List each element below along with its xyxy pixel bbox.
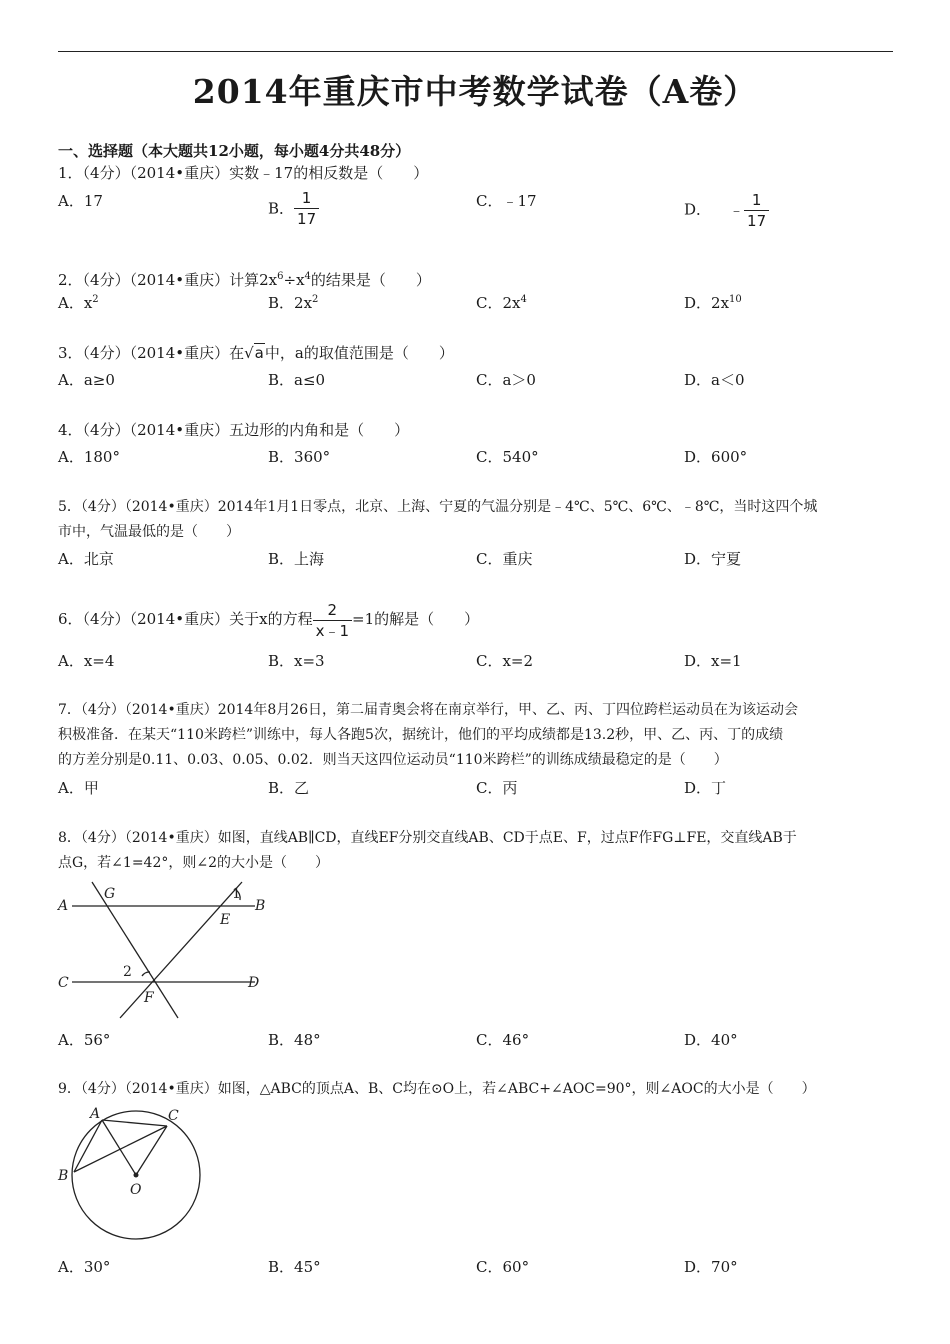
line-gf <box>92 882 178 1018</box>
q3-option-b: B．a≤0 <box>268 371 326 389</box>
q9-option-b: B．45° <box>268 1258 321 1276</box>
q5-option-c: C．重庆 <box>476 550 533 568</box>
label-c: C <box>168 1108 179 1124</box>
q7-option-d: D．丁 <box>684 779 727 797</box>
label-angle-1: 1 <box>232 886 241 902</box>
q6-option-b: B．x=3 <box>268 652 325 670</box>
label-a: A <box>58 898 69 914</box>
q7-option-a: A．甲 <box>58 779 99 797</box>
question-4: 4．（4分）（2014•重庆）五边形的内角和是（ ） <box>58 421 410 439</box>
label-g: G <box>104 886 116 902</box>
question-6: 6．（4分）（2014•重庆）关于x的方程 $\frac{2}{x﹣1}$ =1的解是（ ） <box>58 600 480 640</box>
question-5: 5．（4分）（2014•重庆）2014年1月1日零点，北京、上海、宁夏的气温分别是﹣4℃、5℃、6℃、﹣8℃，当时这四个城 市中，气温最低的是（ ） <box>58 499 818 540</box>
q6-option-a: A．x=4 <box>58 652 115 670</box>
q3-option-d: D．a＜0 <box>684 371 745 389</box>
sqrt-symbol: √a <box>244 344 264 362</box>
q8-option-a: A．56° <box>58 1031 111 1049</box>
question-3: 3．（4分）（2014•重庆）在√a中，a的取值范围是（ ） <box>58 341 894 366</box>
q4-option-a: A．180° <box>58 448 120 466</box>
center-point <box>134 1173 139 1178</box>
label-b: B <box>58 1168 69 1184</box>
q9-figure-circle <box>52 1104 212 1246</box>
label-e: E <box>220 912 231 928</box>
question-1: 1．（4分）（2014•重庆）实数﹣17的相反数是（ ） <box>58 164 429 182</box>
q8-option-d: D．40° <box>684 1031 738 1049</box>
label-d: D <box>248 975 260 991</box>
q5-option-d: D．宁夏 <box>684 550 742 568</box>
q2-option-d: D．$2x^{10}$ <box>684 294 742 312</box>
label-angle-2: 2 <box>123 964 132 980</box>
label-c: C <box>58 975 69 991</box>
q8-option-c: C．46° <box>476 1031 530 1049</box>
q3-option-c: C．a＞0 <box>476 371 536 389</box>
radius-oa <box>102 1120 136 1175</box>
q1-option-a: A．17 <box>58 192 103 210</box>
chord-ac <box>102 1120 167 1126</box>
chord-ab <box>74 1120 102 1172</box>
q6-option-d: D．x=1 <box>684 652 742 670</box>
label-f: F <box>144 990 154 1006</box>
q1-option-d: D． ﹣ $\frac{1}{17}$ <box>684 190 769 231</box>
q9-option-d: D．70° <box>684 1258 738 1276</box>
q9-option-a: A．30° <box>58 1258 111 1276</box>
angle-2-arc <box>142 972 150 976</box>
q3-option-a: A．a≥0 <box>58 371 115 389</box>
section-heading: 一、选择题（本大题共12小题，每小题4分共48分） <box>58 142 411 160</box>
q6-option-c: C．x=2 <box>476 652 534 670</box>
question-9: 9．（4分）（2014•重庆）如图，△ABC的顶点A、B、C均在⊙O上，若∠ABC+∠AOC=90°，则∠AOC的大小是（ ） <box>58 1081 816 1097</box>
line-ef <box>120 882 242 1018</box>
q8-option-b: B．48° <box>268 1031 321 1049</box>
q2-option-b: B．$2x^2$ <box>268 294 319 312</box>
q7-option-c: C．丙 <box>476 779 518 797</box>
q2-option-a: A．$x^2$ <box>58 294 99 312</box>
q7-option-b: B．乙 <box>268 779 310 797</box>
question-7: 7．（4分）（2014•重庆）2014年8月26日，第二届青奥会将在南京举行，甲、乙、丙、丁四位跨栏运动员在为该运动会 积极准备．在某天“110米跨栏”训练中，每人各跑5次，据统计，他们的平均成绩都是13.2秒，甲、乙、丙、丁的成绩 的方差分别是0.11、0.03、0.05、0.02．则当天这四位运动员“110米跨栏”的训练成绩最稳定的是（ ） <box>58 702 799 768</box>
q4-option-d: D．600° <box>684 448 748 466</box>
q8-figure-parallel-lines <box>50 876 280 1024</box>
header-rule <box>58 51 893 52</box>
q4-option-b: B．360° <box>268 448 331 466</box>
label-a: A <box>90 1106 101 1122</box>
q1-option-c: C．﹣17 <box>476 192 537 210</box>
question-8: 8．（4分）（2014•重庆）如图，直线AB∥CD，直线EF分别交直线AB、CD于点E、F，过点F作FG⊥FE，交直线AB于 点G，若∠1=42°，则∠2的大小是（ ） <box>58 830 797 871</box>
label-b: B <box>255 898 266 914</box>
page-title: 2014年重庆市中考数学试卷（A卷） <box>192 72 758 111</box>
q5-option-a: A．北京 <box>58 550 114 568</box>
q9-option-c: C．60° <box>476 1258 530 1276</box>
q4-option-c: C．540° <box>476 448 539 466</box>
question-2: 2．（4分）（2014•重庆）计算$2x^6\div x^4$的结果是（ ） <box>58 271 431 289</box>
q5-option-b: B．上海 <box>268 550 325 568</box>
q2-option-c: C．$2x^4$ <box>476 294 527 312</box>
label-o: O <box>130 1182 142 1198</box>
q1-option-b: B． $\frac{1}{17}$ <box>268 190 319 229</box>
